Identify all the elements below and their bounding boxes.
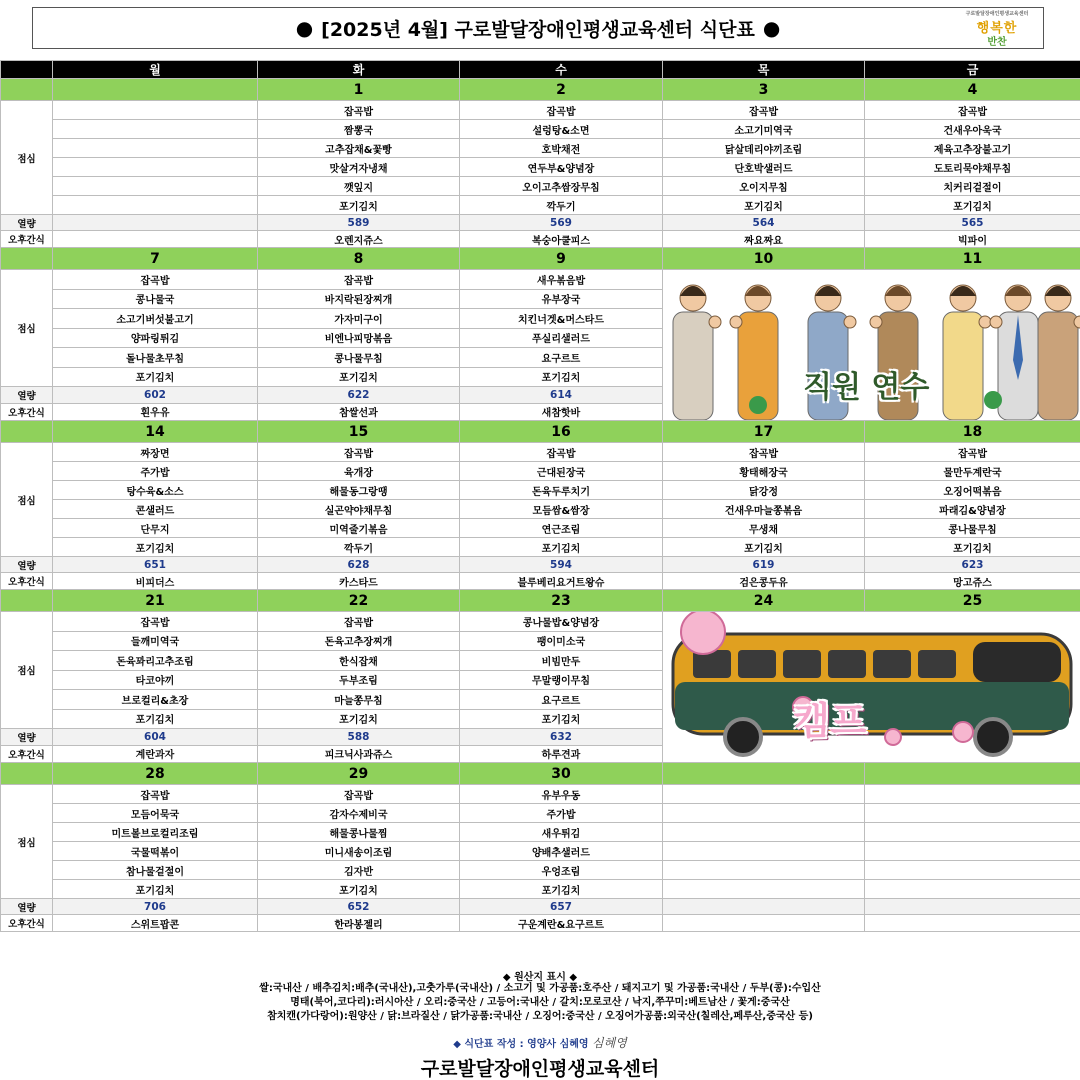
- snack-item: 빅파이: [865, 231, 1080, 248]
- lunch-row: [1, 500, 1080, 519]
- menu-item: 돈육꽈리고추조림: [53, 651, 258, 671]
- menu-item: 포기김치: [53, 367, 258, 387]
- snack-item: 피크닉사과쥬스: [258, 745, 460, 762]
- menu-item: 포기김치: [663, 196, 865, 215]
- menu-item: 마늘쫑무침: [258, 690, 460, 710]
- menu-item: 단호박샐러드: [663, 158, 865, 177]
- lunch-label: 점심: [1, 612, 53, 729]
- menu-item: 치킨너겟&머스타드: [460, 309, 663, 329]
- kcal-row: [1, 899, 1080, 915]
- snack-item: 계란과자: [53, 745, 258, 762]
- menu-item: 국물떡볶이: [53, 842, 258, 861]
- date-cell: 4: [865, 79, 1080, 101]
- menu-item: [663, 785, 865, 804]
- lunch-row: [1, 861, 1080, 880]
- menu-item: 미역줄기볶음: [258, 519, 460, 538]
- menu-item: 타코야끼: [53, 670, 258, 690]
- snack-item: 스위트팝콘: [53, 915, 258, 932]
- lunch-label: 점심: [1, 785, 53, 899]
- menu-item: 닭강정: [663, 481, 865, 500]
- menu-item: 돌나물초무침: [53, 348, 258, 368]
- menu-item: 잡곡밥: [53, 612, 258, 632]
- lunch-label: 점심: [1, 101, 53, 215]
- kcal-value: 652: [258, 899, 460, 915]
- menu-item: 유부우동: [460, 785, 663, 804]
- origin-line: 참치캔(가다랑어):원양산 / 닭:브라질산 / 닭가공품:국내산 / 오징어:중국산 / 오징어가공품:외국산(칠레산,페루산,중국산 등): [267, 1011, 813, 1022]
- menu-item: 새우튀김: [460, 823, 663, 842]
- menu-item: 잡곡밥: [258, 101, 460, 120]
- menu-item: 잡곡밥: [53, 785, 258, 804]
- snack-item: 짜요짜요: [663, 231, 865, 248]
- title-box: [32, 7, 1044, 49]
- menu-item: 짜장면: [53, 443, 258, 462]
- menu-item: [663, 823, 865, 842]
- snack-item: [865, 915, 1080, 932]
- lunch-row: [1, 519, 1080, 538]
- menu-item: 포기김치: [460, 538, 663, 557]
- kcal-value: 602: [53, 387, 258, 403]
- lunch-row: [1, 120, 1080, 139]
- menu-item: 한식잡채: [258, 651, 460, 671]
- menu-item: [865, 880, 1080, 899]
- menu-item: 포기김치: [865, 196, 1080, 215]
- lunch-row: [1, 158, 1080, 177]
- menu-item: 콘샐러드: [53, 500, 258, 519]
- kcal-value: 588: [258, 729, 460, 745]
- menu-item: 깍두기: [258, 538, 460, 557]
- center-logo: [965, 11, 1029, 48]
- lunch-label: 점심: [1, 270, 53, 387]
- cherry-blossom-icon: [953, 722, 973, 742]
- menu-item: [663, 880, 865, 899]
- menu-item: 새우볶음밥: [460, 270, 663, 290]
- snack-item: 복숭아쿨피스: [460, 231, 663, 248]
- date-cell: 14: [53, 421, 258, 443]
- lunch-row: [1, 462, 1080, 481]
- weekday-header: 월: [53, 61, 258, 79]
- date-row: [1, 79, 1080, 101]
- menu-item: 탕수육&소스: [53, 481, 258, 500]
- menu-item: 요구르트: [460, 348, 663, 368]
- kcal-label: 열량: [1, 387, 53, 403]
- snack-label: 오후간식: [1, 403, 53, 420]
- kcal-value: [53, 215, 258, 231]
- menu-item: [53, 158, 258, 177]
- menu-item: 깍두기: [460, 196, 663, 215]
- menu-item: [865, 785, 1080, 804]
- weekday-header: 금: [865, 61, 1080, 79]
- snack-row: [1, 915, 1080, 932]
- menu-item: 포기김치: [258, 880, 460, 899]
- snack-item: 하루견과: [460, 745, 663, 762]
- menu-item: 참나물겉절이: [53, 861, 258, 880]
- date-cell: 9: [460, 248, 663, 270]
- snack-label: 오후간식: [1, 231, 53, 248]
- origin-line: 쌀:국내산 / 배추김치:배추(국내산),고춧가루(국내산) / 소고기 및 가공품:호주산 / 돼지고기 및 가공품:국내산 / 두부(콩):수입산: [259, 983, 821, 994]
- logo-line-2: 반찬: [987, 37, 1007, 48]
- kcal-value: 565: [865, 215, 1080, 231]
- menu-item: 짬뽕국: [258, 120, 460, 139]
- lunch-row: [1, 823, 1080, 842]
- menu-item: 우엉조림: [460, 861, 663, 880]
- menu-item: 포기김치: [663, 538, 865, 557]
- menu-item: [865, 804, 1080, 823]
- menu-item: 주가밥: [460, 804, 663, 823]
- menu-item: 포기김치: [460, 367, 663, 387]
- date-cell: 29: [258, 763, 460, 785]
- date-row: [1, 763, 1080, 785]
- menu-item: [53, 101, 258, 120]
- kcal-value: 564: [663, 215, 865, 231]
- menu-item: 팽이미소국: [460, 631, 663, 651]
- kcal-value: 657: [460, 899, 663, 915]
- snack-item: 한라봉젤리: [258, 915, 460, 932]
- menu-item: 해물동그랑땡: [258, 481, 460, 500]
- kcal-value: 589: [258, 215, 460, 231]
- menu-item: 소고기버섯불고기: [53, 309, 258, 329]
- author-signature: 심혜영: [592, 1036, 627, 1050]
- menu-item: 잡곡밥: [663, 443, 865, 462]
- event-label-training: 직원 연수: [803, 370, 930, 405]
- date-row-label: [1, 248, 53, 270]
- date-row: [1, 421, 1080, 443]
- logo-small-text: 구로발달장애인평생교육센터: [965, 11, 1029, 17]
- date-cell: 2: [460, 79, 663, 101]
- menu-item: 브로컬리&초장: [53, 690, 258, 710]
- snack-item: 망고쥬스: [865, 573, 1080, 590]
- author-label: ◆ 식단표 작성 : 영양사 심혜영: [453, 1039, 589, 1050]
- menu-item: 모듬쌈&쌈장: [460, 500, 663, 519]
- date-row: [1, 248, 1080, 270]
- menu-item: 잡곡밥: [258, 443, 460, 462]
- lunch-row: [1, 101, 1080, 120]
- kcal-label: 열량: [1, 557, 53, 573]
- menu-item: [53, 120, 258, 139]
- lunch-row: [1, 443, 1080, 462]
- snack-item: 블루베리요거트왕슈: [460, 573, 663, 590]
- menu-item: [663, 842, 865, 861]
- menu-item: 잡곡밥: [865, 443, 1080, 462]
- logo-line-1: 행복한: [976, 21, 1018, 36]
- kcal-value: 628: [258, 557, 460, 573]
- snack-label: 오후간식: [1, 573, 53, 590]
- menu-item: 실곤약야채무침: [258, 500, 460, 519]
- date-cell: 16: [460, 421, 663, 443]
- menu-item: 건새우마늘쫑볶음: [663, 500, 865, 519]
- lunch-row: [1, 842, 1080, 861]
- menu-item: [663, 861, 865, 880]
- menu-item: 건새우아욱국: [865, 120, 1080, 139]
- menu-item: 포기김치: [53, 880, 258, 899]
- menu-item: 돈육두루치기: [460, 481, 663, 500]
- origin-title: ◆ 원산지 표시 ◆: [502, 972, 578, 983]
- menu-item: 육개장: [258, 462, 460, 481]
- date-cell: 28: [53, 763, 258, 785]
- date-cell: [53, 79, 258, 101]
- menu-item: 잡곡밥: [258, 270, 460, 290]
- menu-item: 포기김치: [460, 880, 663, 899]
- kcal-label: 열량: [1, 899, 53, 915]
- menu-item: 콩나물국: [53, 289, 258, 309]
- menu-item: 가자미구이: [258, 309, 460, 329]
- menu-item: 깻잎지: [258, 177, 460, 196]
- kcal-value: 623: [865, 557, 1080, 573]
- date-cell: [663, 763, 865, 785]
- kcal-value: [865, 899, 1080, 915]
- lunch-row: [1, 880, 1080, 899]
- date-cell: 18: [865, 421, 1080, 443]
- menu-item: 포기김치: [53, 709, 258, 729]
- snack-label: 오후간식: [1, 745, 53, 762]
- menu-item: 잡곡밥: [53, 270, 258, 290]
- date-cell: 10: [663, 248, 865, 270]
- menu-item: 단무지: [53, 519, 258, 538]
- date-cell: 23: [460, 590, 663, 612]
- snack-item: 오렌지쥬스: [258, 231, 460, 248]
- weekday-header: 목: [663, 61, 865, 79]
- kcal-row: [1, 557, 1080, 573]
- snack-item: 새참핫바: [460, 403, 663, 420]
- event-cell: [663, 612, 1080, 763]
- weekday-header: 화: [258, 61, 460, 79]
- menu-table: [0, 60, 1080, 932]
- weekday-header-row: [1, 61, 1080, 79]
- snack-item: 비피더스: [53, 573, 258, 590]
- menu-item: 파래김&양념장: [865, 500, 1080, 519]
- lunch-row: [1, 481, 1080, 500]
- event-cell: [663, 270, 1080, 421]
- menu-item: [53, 177, 258, 196]
- lunch-row: [1, 612, 1080, 632]
- menu-item: 오징어떡볶음: [865, 481, 1080, 500]
- menu-item: 콩나물밥&양념장: [460, 612, 663, 632]
- snack-label: 오후간식: [1, 915, 53, 932]
- date-cell: 8: [258, 248, 460, 270]
- kcal-value: 619: [663, 557, 865, 573]
- header-corner: [1, 61, 53, 79]
- menu-item: 연두부&양념장: [460, 158, 663, 177]
- kcal-value: 622: [258, 387, 460, 403]
- menu-item: 돈육고추장찌개: [258, 631, 460, 651]
- origin-line: 명태(북어,코다리):러시아산 / 오리:중국산 / 고등어:국내산 / 갈치:모로코산 / 낙지,쭈꾸미:베트남산 / 꽃게:중국산: [290, 997, 790, 1008]
- snack-item: [663, 915, 865, 932]
- menu-item: 포기김치: [258, 367, 460, 387]
- menu-item: [865, 861, 1080, 880]
- kcal-value: 706: [53, 899, 258, 915]
- kcal-value: 594: [460, 557, 663, 573]
- date-cell: 30: [460, 763, 663, 785]
- menu-item: [865, 842, 1080, 861]
- menu-item: 유부장국: [460, 289, 663, 309]
- date-cell: 7: [53, 248, 258, 270]
- menu-item: 해물콩나물찜: [258, 823, 460, 842]
- menu-item: 포기김치: [460, 709, 663, 729]
- date-cell: 3: [663, 79, 865, 101]
- menu-item: 근대된장국: [460, 462, 663, 481]
- kcal-value: 632: [460, 729, 663, 745]
- menu-item: 호박채전: [460, 139, 663, 158]
- menu-item: 오이지무침: [663, 177, 865, 196]
- event-label-camp: 캠프: [793, 699, 867, 743]
- menu-item: 주가밥: [53, 462, 258, 481]
- menu-item: 잡곡밥: [460, 101, 663, 120]
- kcal-value: 614: [460, 387, 663, 403]
- menu-item: 양파링튀김: [53, 328, 258, 348]
- date-row-label: [1, 79, 53, 101]
- date-row-label: [1, 763, 53, 785]
- menu-item: 포기김치: [258, 709, 460, 729]
- menu-item: 잡곡밥: [663, 101, 865, 120]
- menu-item: 무생채: [663, 519, 865, 538]
- snack-item: 흰우유: [53, 403, 258, 420]
- snack-item: 구운계란&요구르트: [460, 915, 663, 932]
- snack-item: 검은콩두유: [663, 573, 865, 590]
- menu-item: 잡곡밥: [865, 101, 1080, 120]
- menu-item: 물만두계란국: [865, 462, 1080, 481]
- snack-row: [1, 573, 1080, 590]
- page-title: [2025년 4월] 구로발달장애인평생교육센터 식단표: [321, 18, 755, 41]
- menu-item: 양배추샐러드: [460, 842, 663, 861]
- date-cell: 22: [258, 590, 460, 612]
- menu-item: 설렁탕&소면: [460, 120, 663, 139]
- date-row-label: [1, 421, 53, 443]
- menu-item: 들깨미역국: [53, 631, 258, 651]
- kcal-value: 569: [460, 215, 663, 231]
- menu-item: 감자수제비국: [258, 804, 460, 823]
- menu-item: 치커리겉절이: [865, 177, 1080, 196]
- center-name: 구로발달장애인평생교육센터: [420, 1058, 660, 1080]
- kcal-value: 604: [53, 729, 258, 745]
- menu-item: 포기김치: [865, 538, 1080, 557]
- menu-item: 잡곡밥: [258, 785, 460, 804]
- menu-item: 닭살데리야끼조림: [663, 139, 865, 158]
- date-row-label: [1, 590, 53, 612]
- snack-item: [53, 231, 258, 248]
- date-cell: 24: [663, 590, 865, 612]
- author-line: [0, 1034, 1080, 1051]
- lunch-row: [1, 196, 1080, 215]
- date-cell: 15: [258, 421, 460, 443]
- staff-training-illustration: [663, 270, 1080, 420]
- kcal-row: [1, 215, 1080, 231]
- menu-item: 잡곡밥: [258, 612, 460, 632]
- menu-item: 김자반: [258, 861, 460, 880]
- kcal-value: 651: [53, 557, 258, 573]
- menu-item: 미트볼브로컬리조림: [53, 823, 258, 842]
- menu-item: 도토리묵야채무침: [865, 158, 1080, 177]
- bus-icon: [663, 612, 1080, 762]
- date-cell: 21: [53, 590, 258, 612]
- title-bullet-right: ●: [762, 16, 781, 40]
- menu-item: [53, 196, 258, 215]
- menu-item: 요구르트: [460, 690, 663, 710]
- date-cell: 17: [663, 421, 865, 443]
- lunch-row: [1, 270, 1080, 290]
- menu-item: 제육고추장불고기: [865, 139, 1080, 158]
- menu-item: 맛살겨자냉채: [258, 158, 460, 177]
- menu-item: [865, 823, 1080, 842]
- menu-item: 미니새송이조림: [258, 842, 460, 861]
- menu-item: 모듬어묵국: [53, 804, 258, 823]
- menu-item: 소고기미역국: [663, 120, 865, 139]
- lunch-row: [1, 804, 1080, 823]
- kcal-value: [663, 899, 865, 915]
- date-row: [1, 590, 1080, 612]
- menu-item: 콩나물무침: [865, 519, 1080, 538]
- menu-item: 잡곡밥: [460, 443, 663, 462]
- lunch-label: 점심: [1, 443, 53, 557]
- menu-item: 푸실리샐러드: [460, 328, 663, 348]
- date-cell: 1: [258, 79, 460, 101]
- menu-item: 포기김치: [258, 196, 460, 215]
- menu-item: 고추잡채&꽃빵: [258, 139, 460, 158]
- cherry-blossom-icon: [681, 612, 725, 654]
- menu-item: 콩나물무침: [258, 348, 460, 368]
- menu-item: 황태해장국: [663, 462, 865, 481]
- menu-item: 바지락된장찌개: [258, 289, 460, 309]
- lunch-row: [1, 538, 1080, 557]
- lunch-row: [1, 785, 1080, 804]
- origin-lines: [0, 982, 1080, 1024]
- date-cell: 25: [865, 590, 1080, 612]
- lunch-row: [1, 177, 1080, 196]
- kcal-label: 열량: [1, 729, 53, 745]
- menu-item: 비엔나피망볶음: [258, 328, 460, 348]
- menu-item: [53, 139, 258, 158]
- title-bullet-left: ●: [295, 16, 314, 40]
- snack-item: 참쌀선과: [258, 403, 460, 420]
- menu-item: 연근조림: [460, 519, 663, 538]
- menu-item: [663, 804, 865, 823]
- snack-item: 카스타드: [258, 573, 460, 590]
- menu-item: 비빔만두: [460, 651, 663, 671]
- menu-item: 오이고추쌈장무침: [460, 177, 663, 196]
- menu-item: 무말랭이무침: [460, 670, 663, 690]
- date-cell: 11: [865, 248, 1080, 270]
- weekday-header: 수: [460, 61, 663, 79]
- menu-item: 포기김치: [53, 538, 258, 557]
- lunch-row: [1, 139, 1080, 158]
- cherry-blossom-icon: [885, 729, 901, 745]
- date-cell: [865, 763, 1080, 785]
- snack-row: [1, 231, 1080, 248]
- kcal-label: 열량: [1, 215, 53, 231]
- camp-bus-illustration: [663, 612, 1080, 762]
- menu-item: 두부조림: [258, 670, 460, 690]
